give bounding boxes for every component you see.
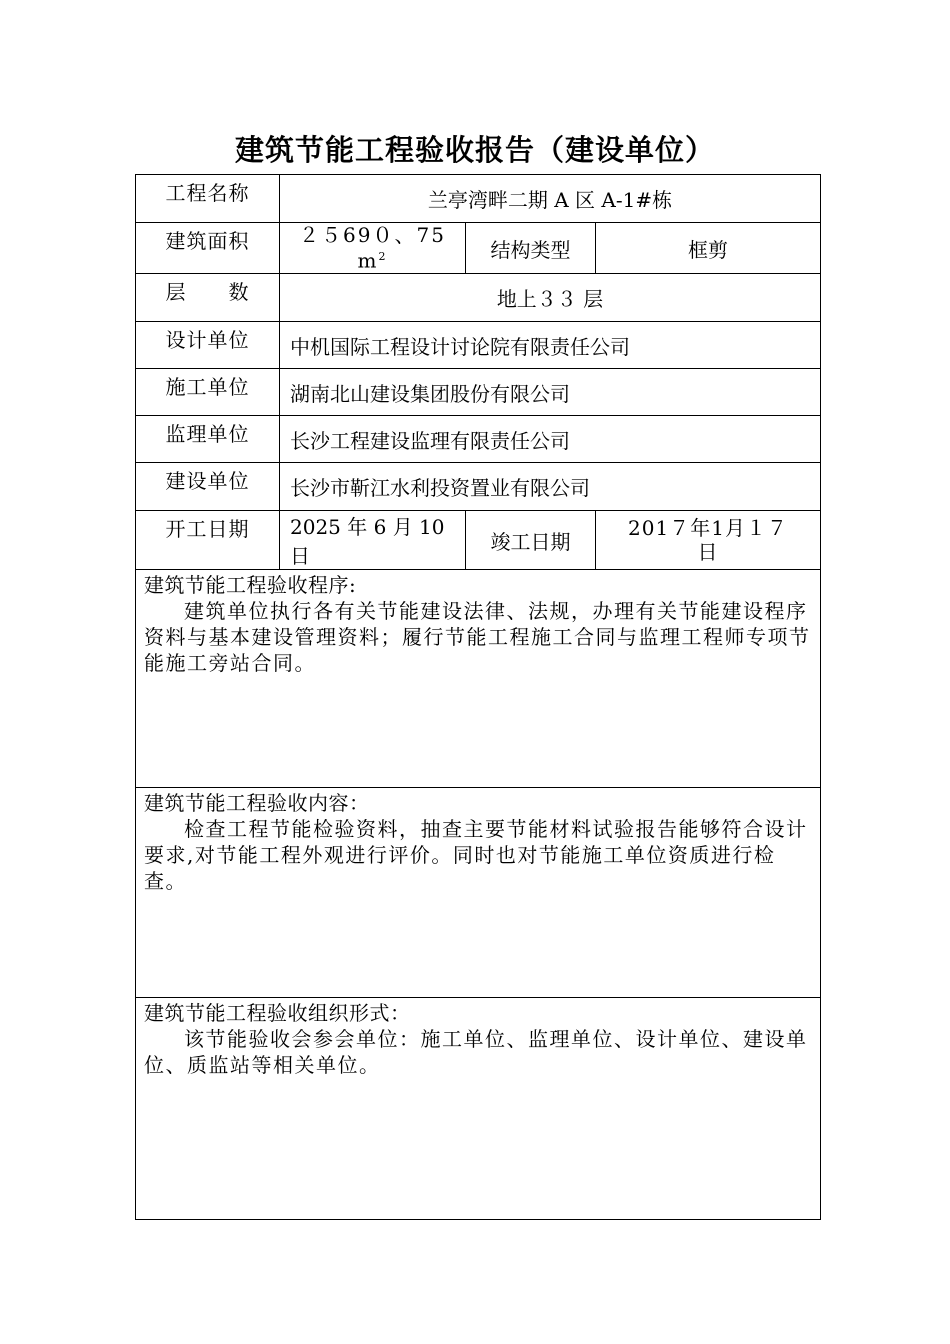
- construction-unit-label: 施工单位: [136, 369, 280, 416]
- row-owner-unit: [136, 463, 821, 511]
- supervision-unit-value: 长沙工程建设监理有限责任公司: [280, 416, 821, 463]
- area-unit: m: [357, 248, 379, 273]
- acceptance-report-table: [135, 174, 821, 1220]
- content-heading: 建筑节能工程验收内容：: [144, 791, 370, 815]
- structure-value: 框剪: [596, 223, 821, 274]
- construction-unit-value: 湖南北山建设集团股份有限公司: [280, 369, 821, 416]
- end-date-cell: [596, 511, 821, 570]
- area-value-cell: [280, 223, 466, 274]
- procedure-section: [136, 570, 821, 788]
- area-label: 建筑面积: [136, 223, 280, 274]
- content-section: [136, 788, 821, 998]
- owner-unit-label: 建设单位: [136, 463, 280, 511]
- design-unit-value: 中机国际工程设计讨论院有限责任公司: [280, 322, 821, 369]
- row-content: [136, 788, 821, 998]
- row-project-name: [136, 175, 821, 223]
- structure-label: 结构类型: [466, 223, 596, 274]
- organization-body: 该节能验收会参会单位：施工单位、监理单位、设计单位、建设单位、质监站等相关单位。: [144, 1027, 808, 1077]
- floors-label: 层 数: [136, 274, 280, 322]
- project-name-label: 工程名称: [136, 175, 280, 223]
- area-unit-line: [280, 246, 465, 272]
- owner-unit-value: 长沙市靳江水利投资置业有限公司: [280, 463, 821, 511]
- row-organization: [136, 998, 821, 1220]
- organization-heading: 建筑节能工程验收组织形式：: [144, 1001, 411, 1025]
- row-construction-unit: [136, 369, 821, 416]
- content-body: 检查工程节能检验资料，抽查主要节能材料试验报告能够符合设计要求,对节能工程外观进行评价。同时也对节能施工单位资质进行检查。: [144, 817, 808, 893]
- organization-section: [136, 998, 821, 1220]
- end-date-value-line2: 日: [697, 540, 719, 564]
- area-unit-superscript: 2: [378, 250, 388, 264]
- floors-value: 地上３３ 层: [280, 274, 821, 322]
- supervision-unit-label: 监理单位: [136, 416, 280, 463]
- row-floors: [136, 274, 821, 322]
- row-procedure: [136, 570, 821, 788]
- procedure-heading: 建筑节能工程验收程序:: [144, 573, 357, 597]
- end-date-label: 竣工日期: [466, 511, 596, 570]
- start-date-value: 2025 年 6 月 10 日: [280, 511, 466, 570]
- row-area-structure: [136, 223, 821, 274]
- row-supervision-unit: [136, 416, 821, 463]
- procedure-body: 建筑单位执行各有关节能建设法律、法规，办理有关节能建设程序资料与基本建设管理资料；履行节能工程施工合同与监理工程师专项节能施工旁站合同。: [144, 599, 811, 675]
- start-date-label: 开工日期: [136, 511, 280, 570]
- row-dates: [136, 511, 821, 570]
- project-name-value: 兰亭湾畔二期 A 区 A-1#栋: [280, 175, 821, 223]
- document-title: 建筑节能工程验收报告（建设单位）: [234, 133, 715, 167]
- end-date-value-line1: 201７年1月１７: [628, 516, 788, 540]
- row-design-unit: [136, 322, 821, 369]
- area-value: ２５69０、75: [299, 223, 446, 248]
- design-unit-label: 设计单位: [136, 322, 280, 369]
